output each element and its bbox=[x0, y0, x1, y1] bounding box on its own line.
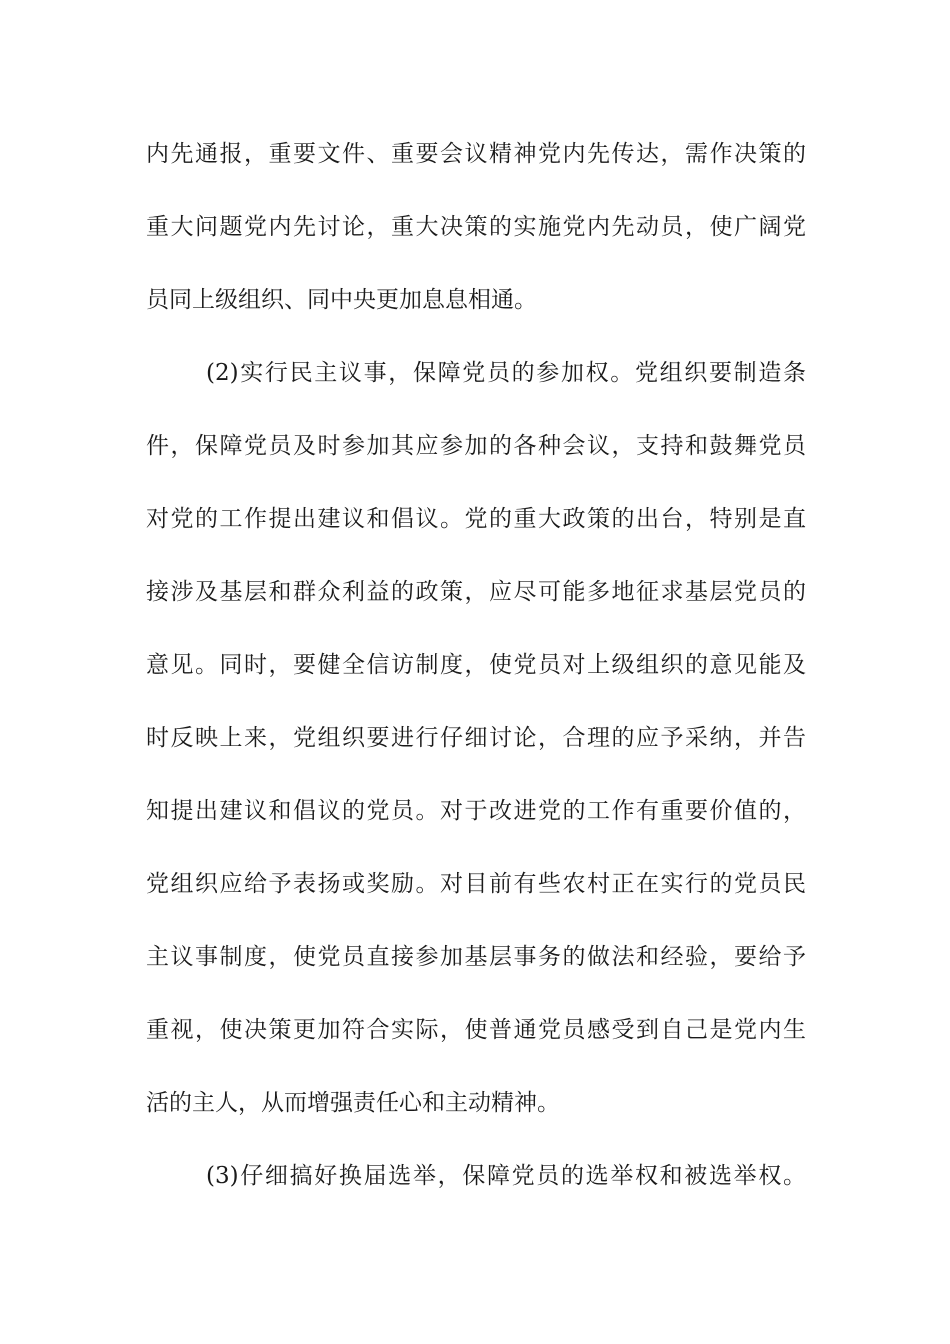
text-line: 活的主人，从而增强责任心和主动精神。 bbox=[146, 1090, 560, 1116]
paragraph-2-first-line: (2)实行民主议事，保障党员的参加权。党组织要制造条 bbox=[206, 360, 806, 386]
text-line: 内先通报，重要文件、重要会议精神党内先传达，需作决策的 bbox=[146, 141, 806, 167]
text-line: 重视，使决策更加符合实际，使普通党员感受到自己是党内生 bbox=[146, 1017, 806, 1043]
text-line: 意见。同时，要健全信访制度，使党员对上级组织的意见能及 bbox=[146, 652, 806, 678]
text-line: 知提出建议和倡议的党员。对于改进党的工作有重要价值的， bbox=[146, 798, 806, 824]
text-line: 员同上级组织、同中央更加息息相通。 bbox=[146, 287, 537, 313]
text-line: 时反映上来，党组织要进行仔细讨论，合理的应予采纳，并告 bbox=[146, 725, 806, 751]
text-line: 对党的工作提出建议和倡议。党的重大政策的出台，特别是直 bbox=[146, 506, 806, 532]
text-line: 主议事制度，使党员直接参加基层事务的做法和经验，要给予 bbox=[146, 944, 806, 970]
paragraph-3-first-line: (3)仔细搞好换届选举，保障党员的选举权和被选举权。 bbox=[206, 1163, 806, 1189]
text-line: 党组织应给予表扬或奖励。对目前有些农村正在实行的党员民 bbox=[146, 871, 806, 897]
body-text bbox=[146, 128, 806, 1223]
text-line: 接涉及基层和群众利益的政策，应尽可能多地征求基层党员的 bbox=[146, 579, 806, 605]
text-line: 件，保障党员及时参加其应参加的各种会议，支持和鼓舞党员 bbox=[146, 433, 806, 459]
text-line: 重大问题党内先讨论，重大决策的实施党内先动员，使广阔党 bbox=[146, 214, 806, 240]
